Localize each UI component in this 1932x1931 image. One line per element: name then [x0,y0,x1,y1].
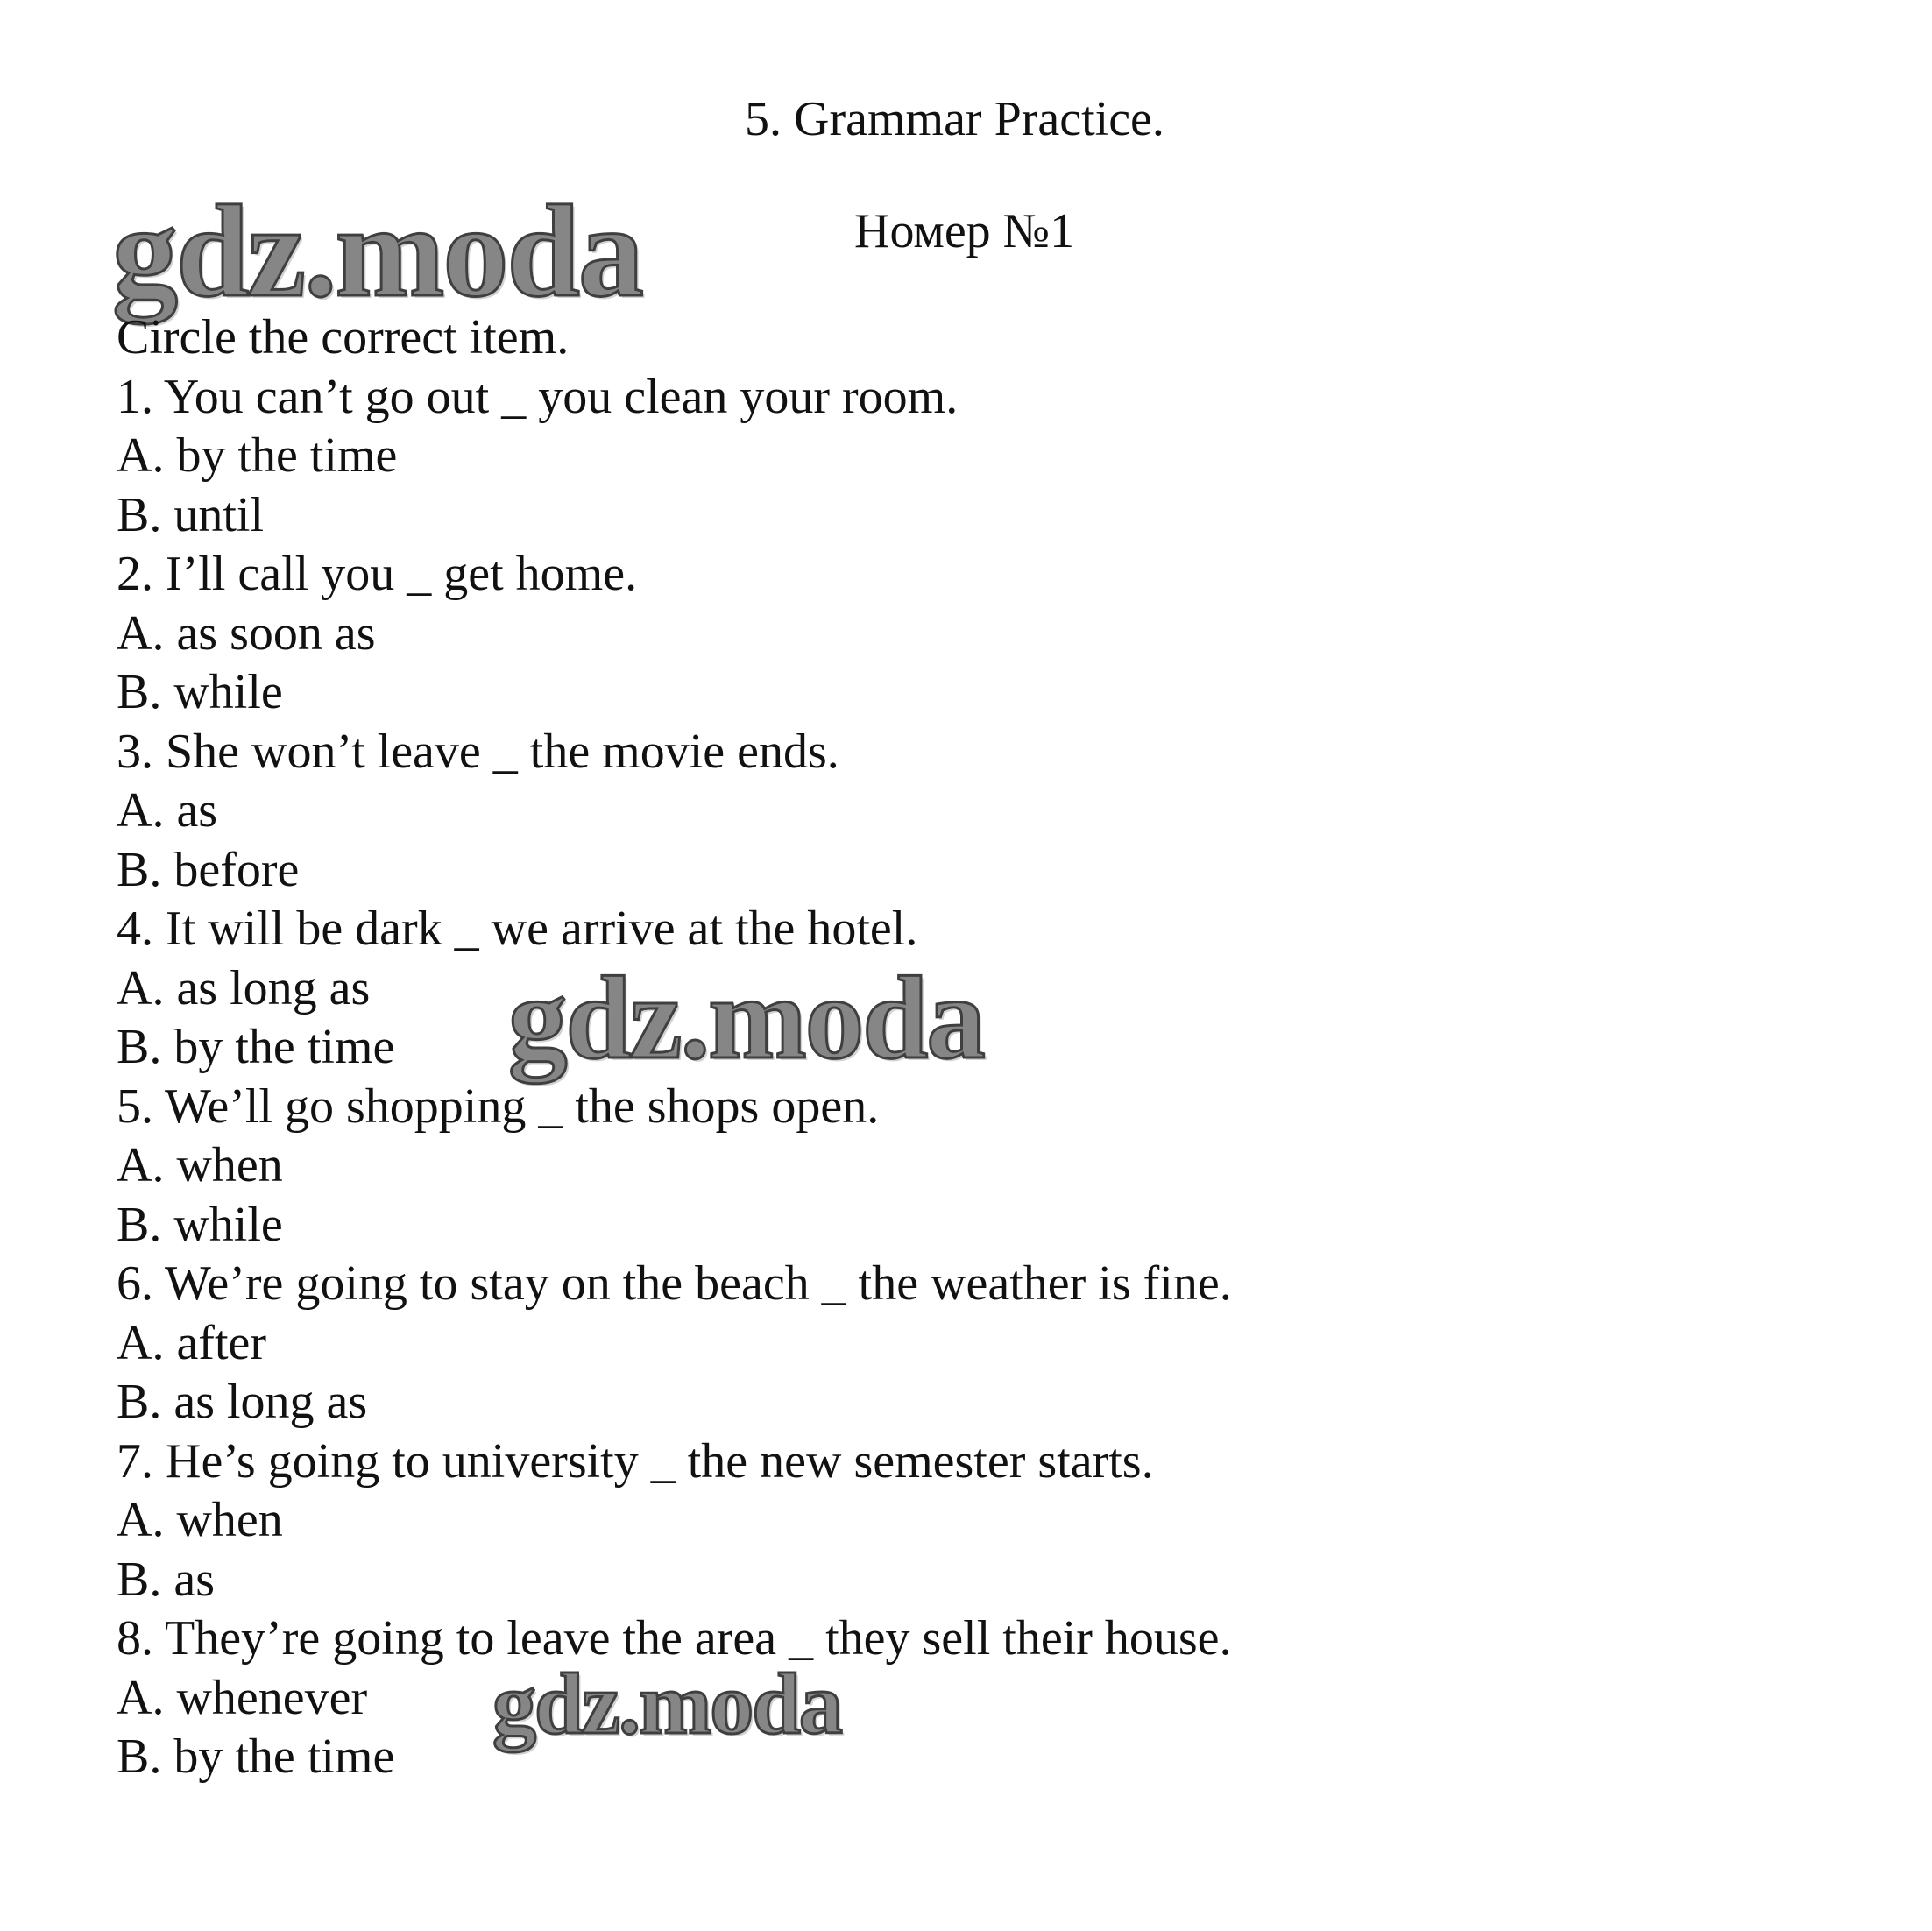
watermark-logo: gdz.moda [112,179,642,324]
question-3: 3. She won’t leave _ the movie ends. [117,724,839,779]
option-1a: A. by the time [117,428,398,483]
instruction: Circle the correct item. [117,310,570,364]
option-2a: A. as soon as [117,605,376,661]
exercise-number: Номер №1 [854,204,1075,258]
question-6: 6. We’re going to stay on the beach _ the weather is fine. [117,1256,1232,1311]
option-4a: A. as long as [117,960,371,1015]
watermark-logo: gdz.moda [492,1655,841,1752]
option-5a: A. when [117,1138,283,1192]
option-7a: A. when [117,1493,283,1547]
option-4b: B. by the time [117,1020,395,1074]
option-7b: B. as [117,1552,215,1607]
option-6a: A. after [117,1315,267,1370]
option-3b: B. before [117,842,300,897]
option-5b: B. while [117,1197,283,1252]
option-8a: A. whenever [117,1670,368,1725]
question-5: 5. We’ll go shopping _ the shops open. [117,1079,880,1134]
question-7: 7. He’s going to university _ the new semester starts. [117,1433,1154,1489]
option-6b: B. as long as [117,1375,368,1429]
question-1: 1. You can’t go out _ you clean your room. [117,369,959,424]
option-1b: B. until [117,487,265,542]
option-8b: B. by the time [117,1729,395,1784]
question-2: 2. I’ll call you _ get home. [117,547,638,601]
question-4: 4. It will be dark _ we arrive at the hotel. [117,902,918,956]
watermark-logo: gdz.moda [508,953,984,1084]
option-3a: A. as [117,783,218,838]
question-8: 8. They’re going to leave the area _ they sell their house. [117,1611,1232,1666]
page-title: 5. Grammar Practice. [745,92,1164,146]
option-2b: B. while [117,665,283,719]
